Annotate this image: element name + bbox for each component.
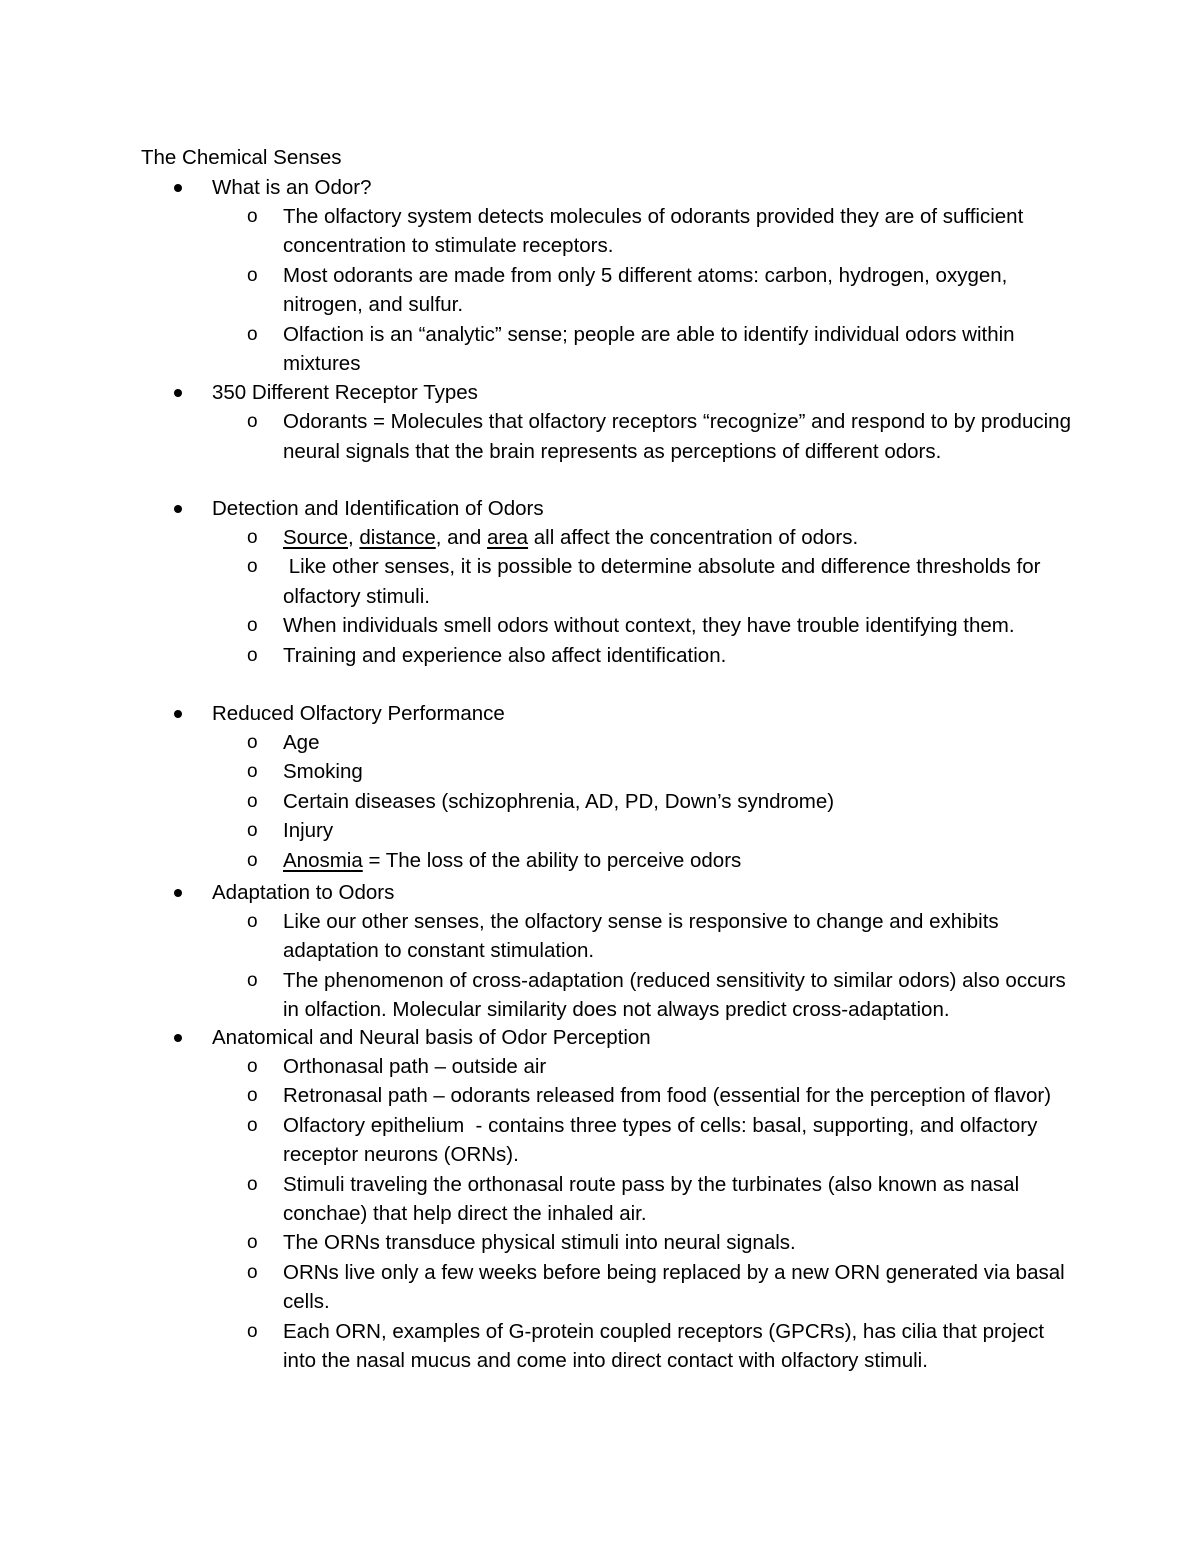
list-item — [0, 728, 1073, 757]
list-item-text: Retronasal path – odorants released from food (essential for the perception of flavor) — [283, 1084, 1052, 1108]
sub-bullet-icon: o — [247, 910, 258, 932]
sub-bullet-icon: o — [247, 644, 258, 666]
list-item — [0, 261, 1073, 320]
sub-bullet-icon: o — [247, 205, 258, 227]
sub-bullet-icon: o — [247, 526, 258, 548]
section-detection-identification — [0, 494, 1200, 670]
list-item-text: Most odorants are made from only 5 different atoms: carbon, hydrogen, oxygen, nitrogen, and sulfur. — [283, 263, 1008, 317]
text-fragment: all affect the concentration of odors. — [528, 525, 859, 549]
list-item-text — [283, 846, 1073, 875]
list-item-text: ORNs live only a few weeks before being replaced by a new ORN generated via basal cells. — [283, 1260, 1065, 1314]
list-item — [0, 787, 1073, 816]
section-heading: Reduced Olfactory Performance — [212, 701, 505, 725]
list-item — [0, 1228, 1073, 1257]
list-item-text: Stimuli traveling the orthonasal route pass by the turbinates (also known as nasal conchae) that help direct the inhaled air. — [283, 1172, 1020, 1225]
sub-bullet-icon: o — [247, 264, 258, 286]
list-item-text — [283, 523, 1073, 552]
list-item-text: When individuals smell odors without context, they have trouble identifying them. — [283, 614, 1015, 638]
list-item — [0, 1081, 1073, 1110]
text-fragment: = The loss of the ability to perceive odors — [362, 848, 742, 872]
section-what-is-an-odor — [0, 173, 1200, 379]
bullet-icon — [174, 389, 182, 397]
document-title: The Chemical Senses — [141, 146, 342, 169]
section-heading-row — [0, 699, 1200, 728]
sub-bullet-icon: o — [247, 1261, 258, 1283]
sub-bullet-icon: o — [247, 761, 258, 783]
section-heading-row — [0, 878, 1200, 907]
sub-bullet-icon: o — [247, 323, 258, 345]
list-item — [0, 552, 1073, 611]
section-anatomical-basis — [0, 1023, 1200, 1376]
sub-bullet-icon: o — [247, 790, 258, 812]
list-item — [0, 1052, 1073, 1081]
sub-bullet-icon: o — [247, 615, 258, 637]
list-item — [0, 1317, 1073, 1376]
sub-bullet-icon: o — [247, 411, 258, 433]
list-item-text: Orthonasal path – outside air — [283, 1054, 547, 1078]
list-item-text: Like our other senses, the olfactory sense is responsive to change and exhibits adaptation to constant stimulation. — [283, 909, 999, 963]
section-reduced-performance — [0, 699, 1200, 875]
sub-bullet-icon: o — [247, 731, 258, 753]
section-heading: 350 Different Receptor Types — [212, 381, 478, 404]
section-heading: What is an Odor? — [212, 175, 372, 199]
underlined-term-distance: distance — [359, 525, 436, 549]
list-item-text: Training and experience also affect identification. — [283, 643, 727, 667]
sub-bullet-icon: o — [247, 1173, 258, 1195]
sub-bullet-icon: o — [247, 1320, 258, 1342]
list-item-text: The phenomenon of cross-adaptation (reduced sensitivity to similar odors) also occurs in olfaction. Molecular similarity does not always predict cross-adaptation. — [283, 968, 1066, 1022]
list-item-text: Injury — [283, 819, 334, 843]
section-heading: Adaptation to Odors — [212, 880, 395, 904]
bullet-icon — [174, 184, 182, 192]
section-heading: Anatomical and Neural basis of Odor Perception — [212, 1025, 651, 1049]
underlined-term-anosmia: Anosmia — [283, 848, 363, 872]
list-item — [0, 816, 1073, 845]
section-heading-row — [0, 378, 1200, 407]
list-item-text: Odorants = Molecules that olfactory receptors “recognize” and respond to by producing neural signals that the brain represents as perceptions of different odors. — [283, 410, 1071, 463]
list-item — [0, 523, 1073, 552]
list-item — [0, 1111, 1073, 1170]
text-fragment: , and — [435, 525, 488, 549]
list-item — [0, 611, 1073, 640]
list-item — [0, 1170, 1073, 1229]
bullet-icon — [174, 889, 182, 897]
list-item-text: Olfaction is an “analytic” sense; people are able to identify individual odors within mixtures — [283, 322, 1015, 375]
sub-bullet-icon: o — [247, 1232, 258, 1254]
section-heading: Detection and Identification of Odors — [212, 496, 544, 520]
list-item-text: The olfactory system detects molecules of odorants provided they are of sufficient concentration to stimulate receptors. — [283, 204, 1024, 258]
list-item-text: Smoking — [283, 760, 363, 784]
list-item — [0, 907, 1073, 966]
sub-bullet-icon: o — [247, 1055, 258, 1077]
section-heading-row — [0, 1023, 1200, 1052]
list-item — [0, 320, 1073, 379]
list-item-text: Like other senses, it is possible to determine absolute and difference thresholds for olfactory stimuli. — [283, 555, 1047, 608]
list-item-text: Age — [283, 730, 320, 754]
underlined-term-area: area — [487, 525, 529, 549]
sub-bullet-icon: o — [247, 1085, 258, 1107]
list-item — [0, 641, 1073, 670]
list-item — [0, 846, 1073, 875]
list-item-text: Olfactory epithelium - contains three types of cells: basal, supporting, and olfactory receptor neurons (ORNs). — [283, 1113, 1044, 1167]
sub-bullet-icon: o — [247, 969, 258, 991]
section-adaptation — [0, 878, 1200, 1025]
list-item — [0, 757, 1073, 786]
list-item-text: Each ORN, examples of G-protein coupled receptors (GPCRs), has cilia that project into the nasal mucus and come into direct contact with olfactory stimuli. — [283, 1319, 1045, 1372]
bullet-icon — [174, 1034, 182, 1042]
section-receptor-types — [0, 378, 1200, 466]
sub-bullet-icon: o — [247, 849, 258, 871]
section-heading-row — [0, 494, 1200, 523]
bullet-icon — [174, 710, 182, 718]
list-item — [0, 1258, 1073, 1317]
sub-bullet-icon: o — [247, 1114, 258, 1136]
sub-bullet-icon: o — [247, 820, 258, 842]
section-heading-row — [0, 173, 1200, 202]
bullet-icon — [174, 505, 182, 513]
list-item — [0, 407, 1073, 466]
text-fragment: , — [347, 525, 360, 549]
list-item-text: The ORNs transduce physical stimuli into neural signals. — [283, 1231, 796, 1255]
sub-bullet-icon: o — [247, 556, 258, 578]
list-item — [0, 202, 1073, 261]
list-item-text: Certain diseases (schizophrenia, AD, PD, Down’s syndrome) — [283, 789, 835, 813]
underlined-term-source: Source — [283, 525, 348, 549]
list-item — [0, 966, 1073, 1025]
